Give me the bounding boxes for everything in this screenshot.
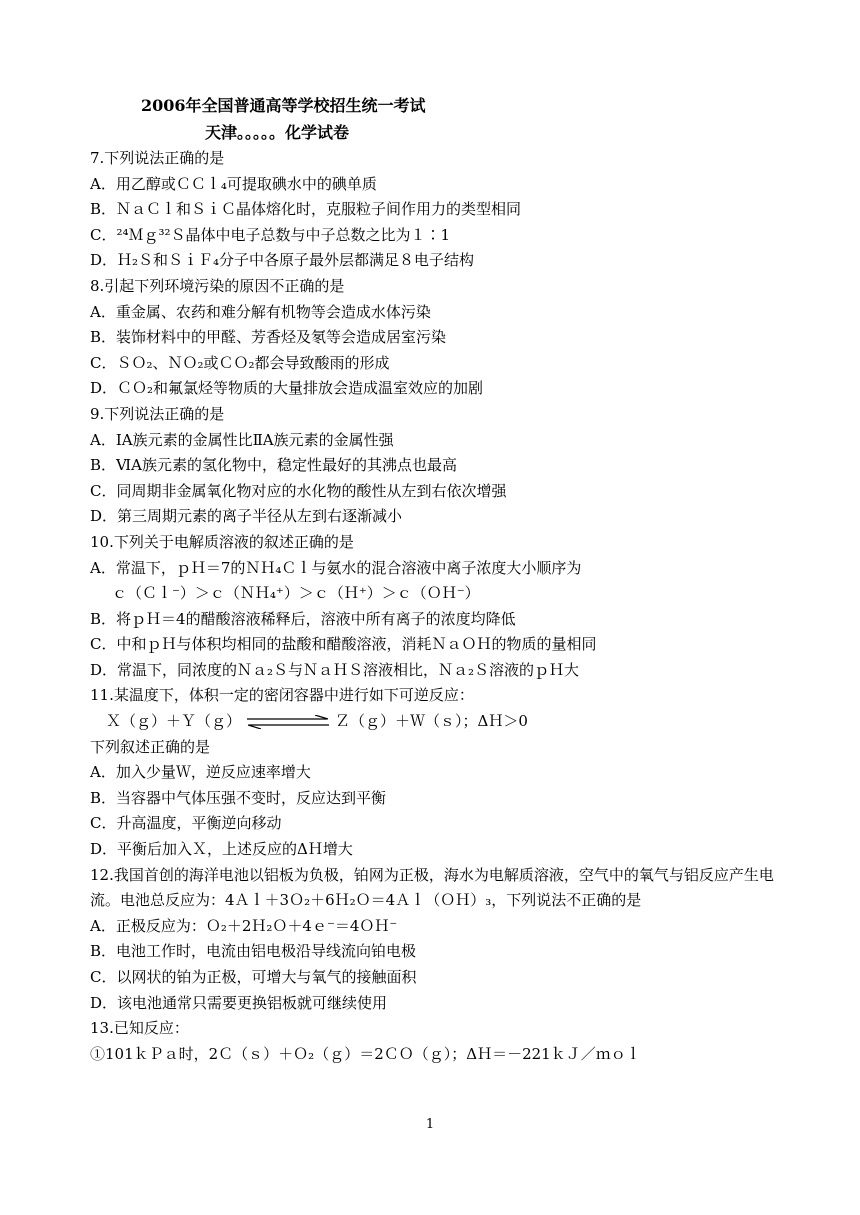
equilibrium-arrow-icon <box>245 715 331 729</box>
q7-stem: 7.下列说法正确的是 <box>90 149 225 167</box>
q9-option-a: A．ⅠA族元素的金属性比ⅡA族元素的金属性强 <box>90 430 394 449</box>
q8-option-a: A．重金属、农药和难分解有机物等会造成水体污染 <box>90 302 431 321</box>
q11-equation <box>90 709 790 735</box>
q7-option-a: A．用乙醇或ＣＣｌ₄可提取碘水中的碘单质 <box>90 174 377 193</box>
q13-item-1: ①101ｋＰａ时，2Ｃ（ｓ）＋Ｏ₂（ｇ）＝2ＣＯ（ｇ）；ΔＨ＝－221ｋＪ／ｍｏｌ <box>90 1044 641 1063</box>
q10-option-c: C．中和ｐＨ与体积均相同的盐酸和醋酸溶液，消耗ＮａＯＨ的物质的量相同 <box>90 635 597 654</box>
q7-option-b: B．ＮａＣｌ和ＳｉＣ晶体熔化时，克服粒子间作用力的类型相同 <box>90 200 522 219</box>
q13-stem: 13.已知反应： <box>90 1019 189 1038</box>
q12-stem: 12.我国首创的海洋电池以铝板为负极，铂网为正极，海水为电解质溶液，空气中的氧气与铝反应产生电流。电池总反应为：4Ａｌ＋3Ｏ₂＋6Ｈ₂Ｏ＝4Ａｌ（ＯＨ）₃，下列说法不正确的是 <box>90 865 774 910</box>
q10-option-a: A．常温下，ｐＨ＝7的ＮＨ₄Ｃｌ与氨水的混合溶液中离子浓度大小顺序为 <box>90 558 582 577</box>
q11-prompt: 下列叙述正确的是 <box>90 737 211 756</box>
exam-title: 2006年全国普通高等学校招生统一考试 <box>141 96 426 115</box>
q11-option-c: C．升高温度，平衡逆向移动 <box>90 814 282 833</box>
q12-option-b: B．电池工作时，电流由铝电极沿导线流向铂电极 <box>90 942 417 961</box>
exam-content <box>90 146 790 1067</box>
q11-equation-right: Ｚ（ｇ）＋Ｗ（ｓ）；ΔＨ＞0 <box>335 712 528 731</box>
q9-option-c: C．同周期非金属氧化物对应的水化物的酸性从左到右依次增强 <box>90 481 507 500</box>
q12-option-d: D．该电池通常只需要更换铝板就可继续使用 <box>90 993 388 1012</box>
q10-option-d: D．常温下，同浓度的Ｎａ₂Ｓ与ＮａＨＳ溶液相比，Ｎａ₂Ｓ溶液的ｐＨ大 <box>90 660 580 679</box>
q12-option-a: A．正极反应为：Ｏ₂＋2Ｈ₂Ｏ＋4ｅ⁻＝4ＯＨ⁻ <box>90 916 398 935</box>
q11-equation-left: Ｘ（ｇ）＋Ｙ（ｇ） <box>106 712 242 731</box>
q7-option-c: C．²⁴Ｍｇ³²Ｓ晶体中电子总数与中子总数之比为１∶1 <box>90 225 451 244</box>
q8-option-c: C．ＳＯ₂、ＮＯ₂或ＣＯ₂都会导致酸雨的形成 <box>90 353 390 372</box>
q8-option-d: D．ＣＯ₂和氟氯烃等物质的大量排放会造成温室效应的加剧 <box>90 379 484 398</box>
q8-option-b: B．装饰材料中的甲醛、芳香烃及氡等会造成居室污染 <box>90 328 447 347</box>
q10-option-b: B．将ｐＨ＝4的醋酸溶液稀释后，溶液中所有离子的浓度均降低 <box>90 609 516 628</box>
q9-option-d: D．第三周期元素的离子半径从左到右逐渐减小 <box>90 507 403 526</box>
q9-stem: 9.下列说法正确的是 <box>90 404 225 423</box>
q12-option-c: C．以网状的铂为正极，可增大与氧气的接触面积 <box>90 968 417 986</box>
page-number: 1 <box>425 1117 435 1132</box>
q11-stem: 11.某温度下，体积一定的密闭容器中进行如下可逆反应： <box>90 686 474 705</box>
q11-option-b: B．当容器中气体压强不变时，反应达到平衡 <box>90 788 387 807</box>
q11-option-d: D．平衡后加入Ｘ，上述反应的ΔＨ增大 <box>90 840 353 859</box>
q11-option-a: A．加入少量Ｗ，逆反应速率增大 <box>90 763 311 782</box>
q7-option-d: D．Ｈ₂Ｓ和ＳｉＦ₄分子中各原子最外层都满足８电子结构 <box>90 251 475 270</box>
q9-option-b: B．ⅥA族元素的氢化物中，稳定性最好的其沸点也最高 <box>90 456 457 475</box>
exam-subtitle: 天津。。。。。化学试卷 <box>205 123 350 142</box>
q10-option-a-continued: ｃ（Ｃｌ⁻）＞ｃ（ＮＨ₄⁺）＞ｃ（Ｈ⁺）＞ｃ（ＯＨ⁻） <box>112 584 480 603</box>
q8-stem: 8.引起下列环境污染的原因不正确的是 <box>90 276 345 295</box>
q10-stem: 10.下列关于电解质溶液的叙述正确的是 <box>90 532 354 551</box>
